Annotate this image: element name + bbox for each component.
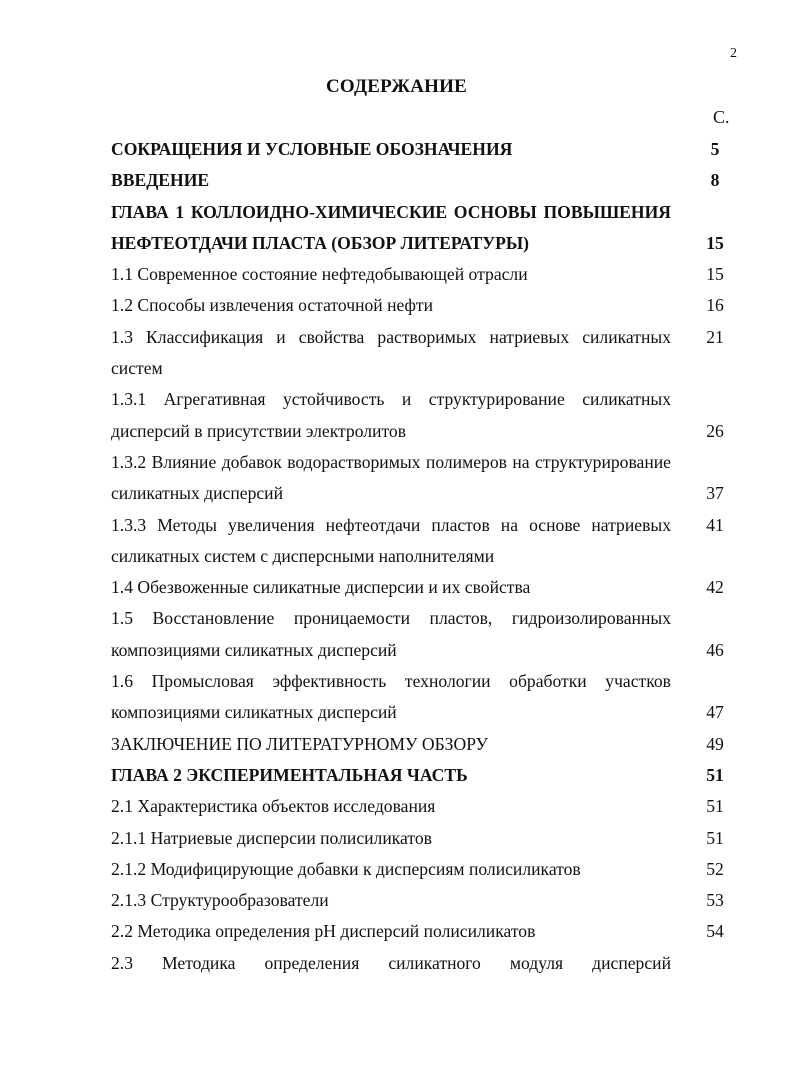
toc-entry — [111, 572, 733, 603]
toc-entry-page: 51 — [706, 764, 724, 785]
toc-entry-text: 1.6 Промысловая эффективность технологии обработки участков композициями силикатных дисперсий — [111, 671, 671, 723]
toc-entry — [111, 916, 733, 947]
toc-entry — [111, 197, 733, 260]
toc-entry-page: 15 — [706, 232, 724, 253]
toc-entry-text: СОКРАЩЕНИЯ И УСЛОВНЫЕ ОБОЗНАЧЕНИЯ — [111, 139, 513, 159]
pages-column-header: С. — [713, 107, 730, 127]
table-of-contents — [111, 134, 733, 979]
toc-entry-text: ВВЕДЕНИЕ — [111, 170, 210, 191]
toc-entry-page: 51 — [706, 796, 724, 817]
toc-entry-page: 5 — [710, 139, 720, 159]
toc-entry-text: ГЛАВА 2 ЭКСПЕРИМЕНТАЛЬНАЯ ЧАСТЬ — [111, 764, 468, 785]
toc-entry-text: ГЛАВА 1 КОЛЛОИДНО-ХИМИЧЕСКИЕ ОСНОВЫ ПОВЫШЕНИЯ НЕФТЕОТДАЧИ ПЛАСТА (ОБЗОР ЛИТЕРАТУРЫ) — [111, 201, 671, 253]
toc-entry-text: 1.3.3 Методы увеличения нефтеотдачи пластов на основе натриевых силикатных систем с дисперсными наполнителями — [111, 514, 671, 566]
toc-entry-page: 41 — [706, 514, 724, 535]
toc-entry — [111, 885, 733, 916]
toc-entry — [111, 165, 733, 196]
page-title: СОДЕРЖАНИЕ — [326, 76, 467, 97]
toc-entry-page: 47 — [706, 702, 724, 723]
toc-entry-text: 2.3 Методика определения силикатного модуля дисперсий — [111, 952, 671, 973]
toc-entry — [111, 134, 733, 165]
page-number: 2 — [730, 46, 737, 61]
toc-entry — [111, 760, 733, 791]
toc-entry — [111, 447, 733, 510]
toc-entry-page: 54 — [706, 921, 724, 942]
toc-entry-text: 1.4 Обезвоженные силикатные дисперсии и их свойства — [111, 577, 531, 598]
toc-entry — [111, 729, 733, 760]
toc-entry-page: 42 — [706, 577, 724, 598]
toc-entry — [111, 666, 733, 729]
toc-entry-page: 16 — [706, 295, 724, 316]
toc-entry — [111, 510, 733, 573]
toc-entry-text: 1.2 Способы извлечения остаточной нефти — [111, 295, 434, 316]
toc-entry-page: 51 — [706, 827, 724, 848]
toc-entry-page: 21 — [706, 326, 724, 347]
toc-entry-page: 46 — [706, 639, 724, 660]
toc-entry-text: 2.2 Методика определения pH дисперсий полисиликатов — [111, 921, 536, 942]
toc-entry — [111, 854, 733, 885]
toc-entry-text: 1.1 Современное состояние нефтедобывающей отрасли — [111, 264, 528, 285]
toc-entry — [111, 603, 733, 666]
toc-entry-page: 37 — [706, 483, 724, 504]
toc-entry-page: 8 — [710, 170, 720, 191]
toc-entry — [111, 259, 733, 290]
toc-entry-page: 49 — [706, 733, 724, 754]
toc-entry — [111, 322, 733, 385]
toc-entry — [111, 290, 733, 321]
toc-entry-text: 2.1.3 Структурообразователи — [111, 890, 329, 911]
toc-entry-text: 2.1.1 Натриевые дисперсии полисиликатов — [111, 827, 432, 848]
toc-entry-text: ЗАКЛЮЧЕНИЕ ПО ЛИТЕРАТУРНОМУ ОБЗОРУ — [111, 733, 489, 754]
toc-entry-text: 1.5 Восстановление проницаемости пластов, гидроизолированных композициями силикатных дисперсий — [111, 608, 671, 660]
toc-entry — [111, 948, 733, 979]
toc-entry-page: 26 — [706, 420, 724, 441]
toc-entry-text: 1.3 Классификация и свойства растворимых натриевых силикатных систем — [111, 326, 671, 379]
toc-entry-text: 2.1 Характеристика объектов исследования — [111, 796, 436, 817]
toc-entry — [111, 823, 733, 854]
toc-entry-text: 1.3.2 Влияние добавок водорастворимых полимеров на структурирование силикатных дисперсий — [111, 451, 671, 504]
toc-entry-page: 52 — [706, 858, 724, 879]
toc-entry — [111, 384, 733, 447]
toc-entry-text: 2.1.2 Модифицирующие добавки к дисперсиям полисиликатов — [111, 858, 581, 879]
toc-entry-page: 53 — [706, 890, 724, 911]
toc-entry — [111, 791, 733, 822]
toc-entry-page: 15 — [706, 264, 724, 285]
toc-entry-text: 1.3.1 Агрегативная устойчивость и структурирование силикатных дисперсий в присутствии электролитов — [111, 389, 671, 441]
